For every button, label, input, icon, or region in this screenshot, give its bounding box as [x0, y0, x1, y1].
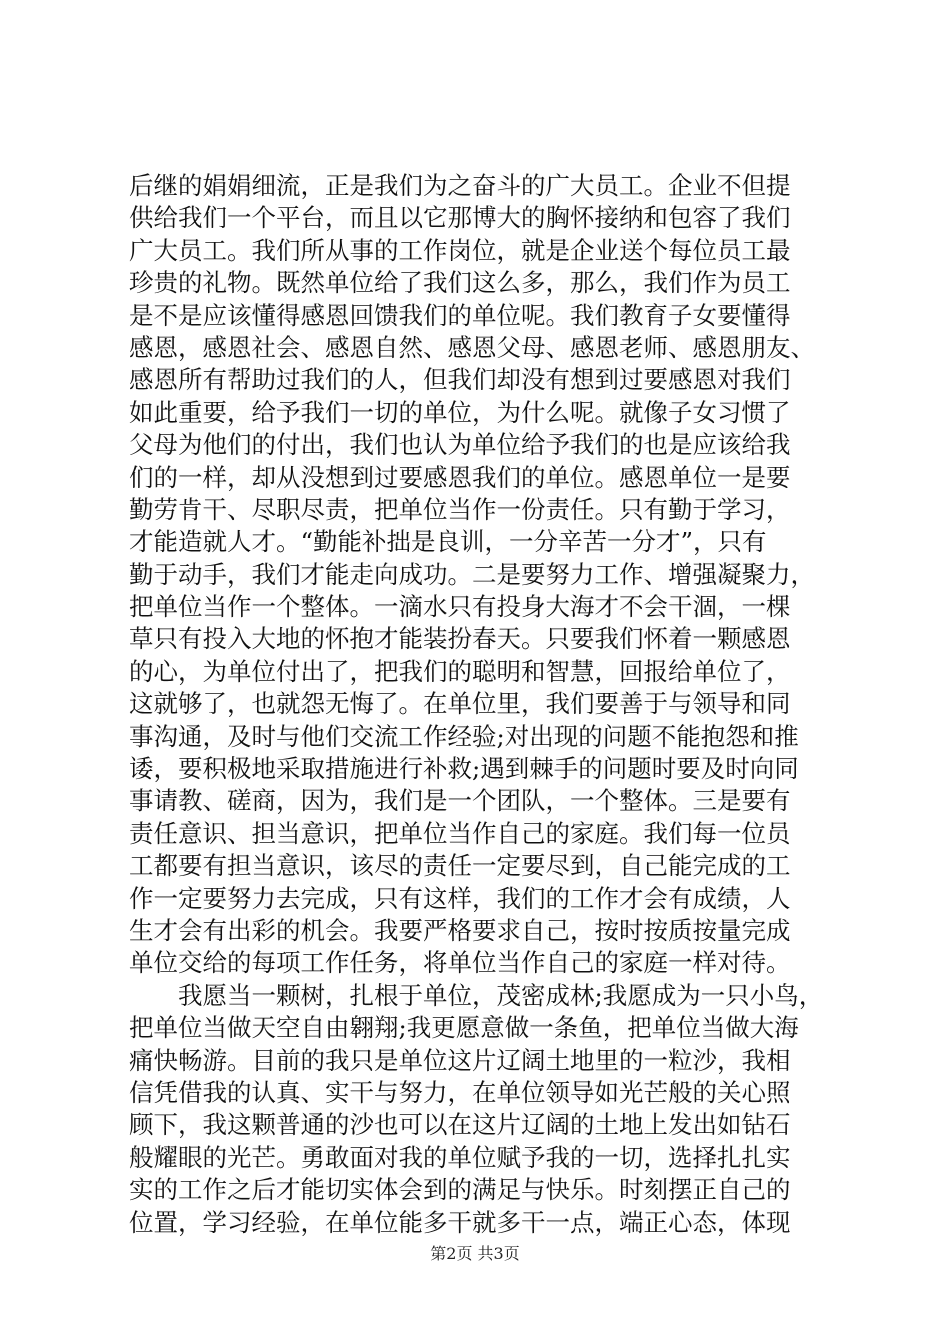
text-line: 珍贵的礼物。既然单位给了我们这么多，那么，我们作为员工 [129, 268, 791, 298]
text-line: 广大员工。我们所从事的工作岗位，就是企业送个每位员工最 [129, 235, 791, 265]
body-text [129, 170, 829, 1239]
text-line: 作一定要努力去完成，只有这样，我们的工作才会有成绩，人 [129, 883, 791, 913]
text-line: 位置，学习经验，在单位能多干就多干一点，端正心态，体现 [129, 1207, 791, 1237]
text-line: 痛快畅游。目前的我只是单位这片辽阔土地里的一粒沙，我相 [129, 1045, 791, 1075]
text-line: 感恩所有帮助过我们的人，但我们却没有想到过要感恩对我们 [129, 365, 791, 395]
text-line: 把单位当作一个整体。一滴水只有投身大海才不会干涸，一棵 [129, 592, 791, 622]
text-line: 事请教、磋商，因为，我们是一个团队，一个整体。三是要有 [129, 786, 791, 816]
text-line: 勤于动手，我们才能走向成功。二是要努力工作、增强凝聚力， [129, 559, 815, 589]
text-line: 信凭借我的认真、实干与努力，在单位领导如光芒般的关心照 [129, 1077, 791, 1107]
text-line: 顾下，我这颗普通的沙也可以在这片辽阔的土地上发出如钻石 [129, 1110, 791, 1140]
text-line: 诿，要积极地采取措施进行补救;遇到棘手的问题时要及时向同 [129, 754, 799, 784]
text-line: 这就够了，也就怨无悔了。在单位里，我们要善于与领导和同 [129, 689, 791, 719]
text-line: 感恩，感恩社会、感恩自然、感恩父母、感恩老师、感恩朋友、 [129, 332, 815, 362]
text-line: 实的工作之后才能切实体会到的满足与快乐。时刻摆正自己的 [129, 1175, 791, 1205]
text-line: 的心，为单位付出了，把我们的聪明和智慧，回报给单位了， [129, 656, 791, 686]
text-line: 如此重要，给予我们一切的单位，为什么呢。就像子女习惯了 [129, 397, 791, 427]
text-line: 单位交给的每项工作任务，将单位当作自己的家庭一样对待。 [129, 948, 791, 978]
text-line: 父母为他们的付出，我们也认为单位给予我们的也是应该给我 [129, 430, 791, 460]
text-line: 勤劳肯干、尽职尽责，把单位当作一份责任。只有勤于学习， [129, 494, 791, 524]
text-line: 们的一样，却从没想到过要感恩我们的单位。感恩单位一是要 [129, 462, 791, 492]
page-number-footer: 第2页 共3页 [430, 1244, 520, 1263]
text-line: 是不是应该懂得感恩回馈我们的单位呢。我们教育子女要懂得 [129, 300, 791, 330]
text-line: 我愿当一颗树，扎根于单位，茂密成林;我愿成为一只小鸟， [129, 980, 824, 1010]
text-line: 生才会有出彩的机会。我要严格要求自己，按时按质按量完成 [129, 915, 791, 945]
text-line: 般耀眼的光芒。勇敢面对我的单位赋予我的一切，选择扎扎实 [129, 1142, 791, 1172]
text-line: 才能造就人才。“勤能补拙是良训，一分辛苦一分才”，只有 [129, 527, 767, 557]
text-line: 供给我们一个平台，而且以它那博大的胸怀接纳和包容了我们 [129, 203, 791, 233]
text-line: 把单位当做天空自由翱翔;我更愿意做一条鱼，把单位当做大海 [129, 1013, 799, 1043]
text-line: 责任意识、担当意识，把单位当作自己的家庭。我们每一位员 [129, 818, 791, 848]
text-line: 工都要有担当意识，该尽的责任一定要尽到，自己能完成的工 [129, 851, 791, 881]
text-line: 事沟通，及时与他们交流工作经验;对出现的问题不能抱怨和推 [129, 721, 799, 751]
text-line: 后继的娟娟细流，正是我们为之奋斗的广大员工。企业不但提 [129, 171, 791, 200]
text-line: 草只有投入大地的怀抱才能装扮春天。只要我们怀着一颗感恩 [129, 624, 791, 654]
